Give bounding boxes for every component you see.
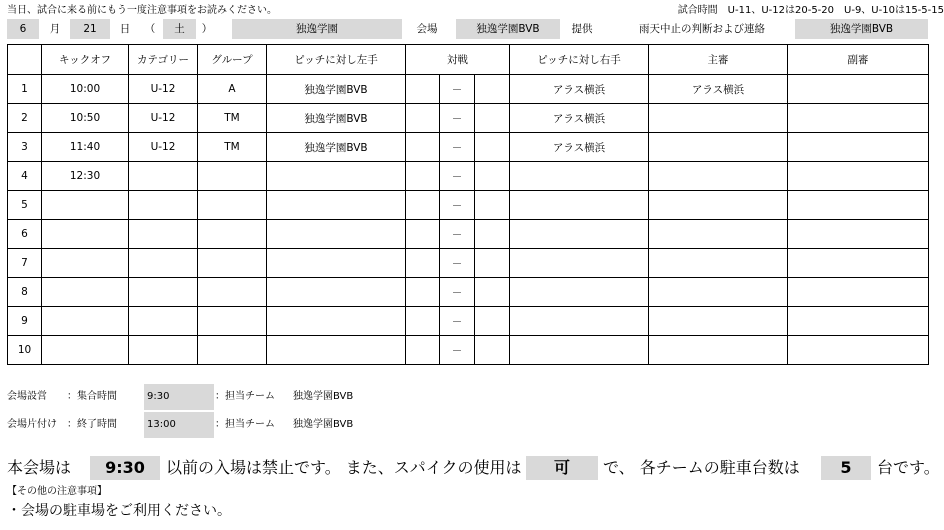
row-number-cell: 2	[8, 104, 42, 133]
parking-count: 5	[821, 456, 871, 480]
table-header	[8, 45, 929, 75]
score-right-cell	[475, 278, 510, 307]
entry-time: 9:30	[90, 456, 160, 480]
rule-text-3: で、 各チームの駐車台数は	[603, 458, 800, 477]
kickoff-time-cell: 10:00	[42, 75, 129, 104]
score-right-cell	[475, 162, 510, 191]
group-cell	[198, 278, 267, 307]
rule-text-4: 台です。	[877, 458, 940, 477]
score-left-cell	[406, 104, 440, 133]
kickoff-time-cell: 11:40	[42, 133, 129, 162]
table-row	[8, 307, 929, 336]
category-cell	[129, 191, 198, 220]
table-row	[8, 220, 929, 249]
right-team-cell: アラス横浜	[510, 75, 649, 104]
table-row	[8, 104, 929, 133]
right-team-cell	[510, 220, 649, 249]
setup-time-label: ：集合時間	[67, 391, 117, 402]
venue-value: 独逸学園BVB	[456, 19, 560, 39]
table-row	[8, 133, 929, 162]
referee-cell	[649, 191, 788, 220]
assistant-referee-cell	[788, 191, 929, 220]
group-cell	[198, 336, 267, 365]
group-cell: TM	[198, 133, 267, 162]
score-left-cell	[406, 75, 440, 104]
score-left-cell	[406, 249, 440, 278]
left-team-cell	[267, 249, 406, 278]
table-row	[8, 278, 929, 307]
left-team-cell	[267, 220, 406, 249]
score-right-cell	[475, 307, 510, 336]
row-number-cell: 6	[8, 220, 42, 249]
rain-contact: 独逸学園BVB	[795, 19, 928, 39]
right-team-cell: アラス横浜	[510, 104, 649, 133]
col-no	[8, 45, 42, 75]
schedule-table	[7, 44, 929, 365]
cleanup-team: 独逸学園BVB	[293, 419, 354, 430]
cleanup-time-label: ：終了時間	[67, 419, 117, 430]
referee-cell	[649, 249, 788, 278]
provider-label: 提供	[571, 23, 593, 35]
score-right-cell	[475, 75, 510, 104]
match-dash-cell: －	[440, 75, 475, 104]
col-match: 対戦	[406, 45, 510, 75]
kickoff-time-cell	[42, 220, 129, 249]
setup-team: 独逸学園BVB	[293, 391, 354, 402]
category-cell	[129, 249, 198, 278]
weekday-value: 土	[163, 19, 196, 39]
group-cell	[198, 249, 267, 278]
score-right-cell	[475, 249, 510, 278]
right-team-cell: アラス横浜	[510, 133, 649, 162]
rule-text-1: 本会場は	[7, 458, 72, 477]
row-number-cell: 5	[8, 191, 42, 220]
left-team-cell	[267, 336, 406, 365]
cleanup-row	[7, 412, 407, 438]
left-team-cell: 独逸学園BVB	[267, 75, 406, 104]
category-cell	[129, 278, 198, 307]
category-cell: U-12	[129, 104, 198, 133]
left-team-cell	[267, 307, 406, 336]
category-cell	[129, 336, 198, 365]
referee-cell	[649, 133, 788, 162]
cleanup-team-label: ：担当チーム	[215, 419, 275, 430]
match-dash-cell: －	[440, 249, 475, 278]
month-value: 6	[7, 19, 39, 39]
kickoff-time-cell	[42, 249, 129, 278]
row-number-cell: 8	[8, 278, 42, 307]
right-team-cell	[510, 278, 649, 307]
kickoff-time-cell: 10:50	[42, 104, 129, 133]
referee-cell	[649, 336, 788, 365]
assistant-referee-cell	[788, 278, 929, 307]
group-cell	[198, 162, 267, 191]
col-right-team: ピッチに対し右手	[510, 45, 649, 75]
day-value: 21	[70, 19, 110, 39]
match-dash-cell: －	[440, 191, 475, 220]
group-cell	[198, 220, 267, 249]
top-note: 当日、試合に来る前にもう一度注意事項をお読みください。	[7, 5, 277, 16]
score-left-cell	[406, 278, 440, 307]
col-category: カテゴリー	[129, 45, 198, 75]
match-dash-cell: －	[440, 104, 475, 133]
setup-label: 会場設営	[7, 391, 47, 402]
col-left-team: ピッチに対し左手	[267, 45, 406, 75]
table-row	[8, 249, 929, 278]
left-team-cell: 独逸学園BVB	[267, 133, 406, 162]
other-note: ・会場の駐車場をご利用ください。	[7, 503, 231, 519]
score-left-cell	[406, 336, 440, 365]
month-label: 月	[49, 23, 61, 35]
category-cell	[129, 162, 198, 191]
table-row	[8, 162, 929, 191]
referee-cell	[649, 104, 788, 133]
cleanup-label: 会場片付け	[7, 419, 57, 430]
col-group: グループ	[198, 45, 267, 75]
score-left-cell	[406, 191, 440, 220]
kickoff-time-cell	[42, 336, 129, 365]
setup-time: 9:30	[144, 384, 214, 410]
assistant-referee-cell	[788, 336, 929, 365]
category-cell	[129, 307, 198, 336]
group-cell	[198, 191, 267, 220]
score-right-cell	[475, 191, 510, 220]
assistant-referee-cell	[788, 220, 929, 249]
match-dash-cell: －	[440, 220, 475, 249]
kickoff-time-cell	[42, 191, 129, 220]
row-number-cell: 9	[8, 307, 42, 336]
left-team-cell	[267, 162, 406, 191]
score-right-cell	[475, 220, 510, 249]
right-team-cell	[510, 249, 649, 278]
rule-text-2: 以前の入場は禁止です。 また、スパイクの使用は	[166, 458, 522, 477]
score-left-cell	[406, 162, 440, 191]
category-cell: U-12	[129, 75, 198, 104]
right-team-cell	[510, 336, 649, 365]
match-time-note: 試合時間 U-11、U-12は20-5-20 U-9、U-10は15-5-15	[677, 5, 944, 16]
host-team: 独逸学園	[232, 19, 402, 39]
referee-cell	[649, 278, 788, 307]
category-cell	[129, 220, 198, 249]
score-right-cell	[475, 133, 510, 162]
assistant-referee-cell	[788, 133, 929, 162]
right-team-cell	[510, 162, 649, 191]
right-team-cell	[510, 307, 649, 336]
venue-rules	[7, 456, 944, 480]
header-row	[0, 19, 944, 41]
col-kickoff: キックオフ	[42, 45, 129, 75]
table-row	[8, 191, 929, 220]
referee-cell	[649, 307, 788, 336]
row-number-cell: 1	[8, 75, 42, 104]
group-cell: A	[198, 75, 267, 104]
right-team-cell	[510, 191, 649, 220]
assistant-referee-cell	[788, 104, 929, 133]
assistant-referee-cell	[788, 75, 929, 104]
row-number-cell: 10	[8, 336, 42, 365]
score-left-cell	[406, 133, 440, 162]
kickoff-time-cell: 12:30	[42, 162, 129, 191]
left-team-cell	[267, 278, 406, 307]
row-number-cell: 3	[8, 133, 42, 162]
left-team-cell	[267, 191, 406, 220]
kickoff-time-cell	[42, 307, 129, 336]
assistant-referee-cell	[788, 162, 929, 191]
setup-row	[7, 384, 407, 410]
col-referee: 主審	[649, 45, 788, 75]
referee-cell	[649, 162, 788, 191]
score-left-cell	[406, 307, 440, 336]
rain-label: 雨天中止の判断および連絡	[639, 23, 765, 35]
match-dash-cell: －	[440, 133, 475, 162]
table-row	[8, 75, 929, 104]
group-cell: TM	[198, 104, 267, 133]
category-cell: U-12	[129, 133, 198, 162]
score-right-cell	[475, 104, 510, 133]
row-number-cell: 4	[8, 162, 42, 191]
spike-allowed: 可	[526, 456, 598, 480]
assistant-referee-cell	[788, 307, 929, 336]
left-team-cell: 独逸学園BVB	[267, 104, 406, 133]
kickoff-time-cell	[42, 278, 129, 307]
match-dash-cell: －	[440, 307, 475, 336]
match-dash-cell: －	[440, 278, 475, 307]
score-left-cell	[406, 220, 440, 249]
referee-cell	[649, 220, 788, 249]
match-dash-cell: －	[440, 162, 475, 191]
venue-label: 会場	[416, 23, 438, 35]
score-right-cell	[475, 336, 510, 365]
group-cell	[198, 307, 267, 336]
cleanup-time: 13:00	[144, 412, 214, 438]
paren-open: （	[144, 23, 156, 35]
col-assistant: 副審	[788, 45, 929, 75]
row-number-cell: 7	[8, 249, 42, 278]
referee-cell: アラス横浜	[649, 75, 788, 104]
paren-close: ）	[201, 23, 213, 35]
setup-team-label: ：担当チーム	[215, 391, 275, 402]
day-label: 日	[119, 23, 131, 35]
assistant-referee-cell	[788, 249, 929, 278]
match-dash-cell: －	[440, 336, 475, 365]
other-notes-title: 【その他の注意事項】	[7, 486, 107, 497]
table-row	[8, 336, 929, 365]
